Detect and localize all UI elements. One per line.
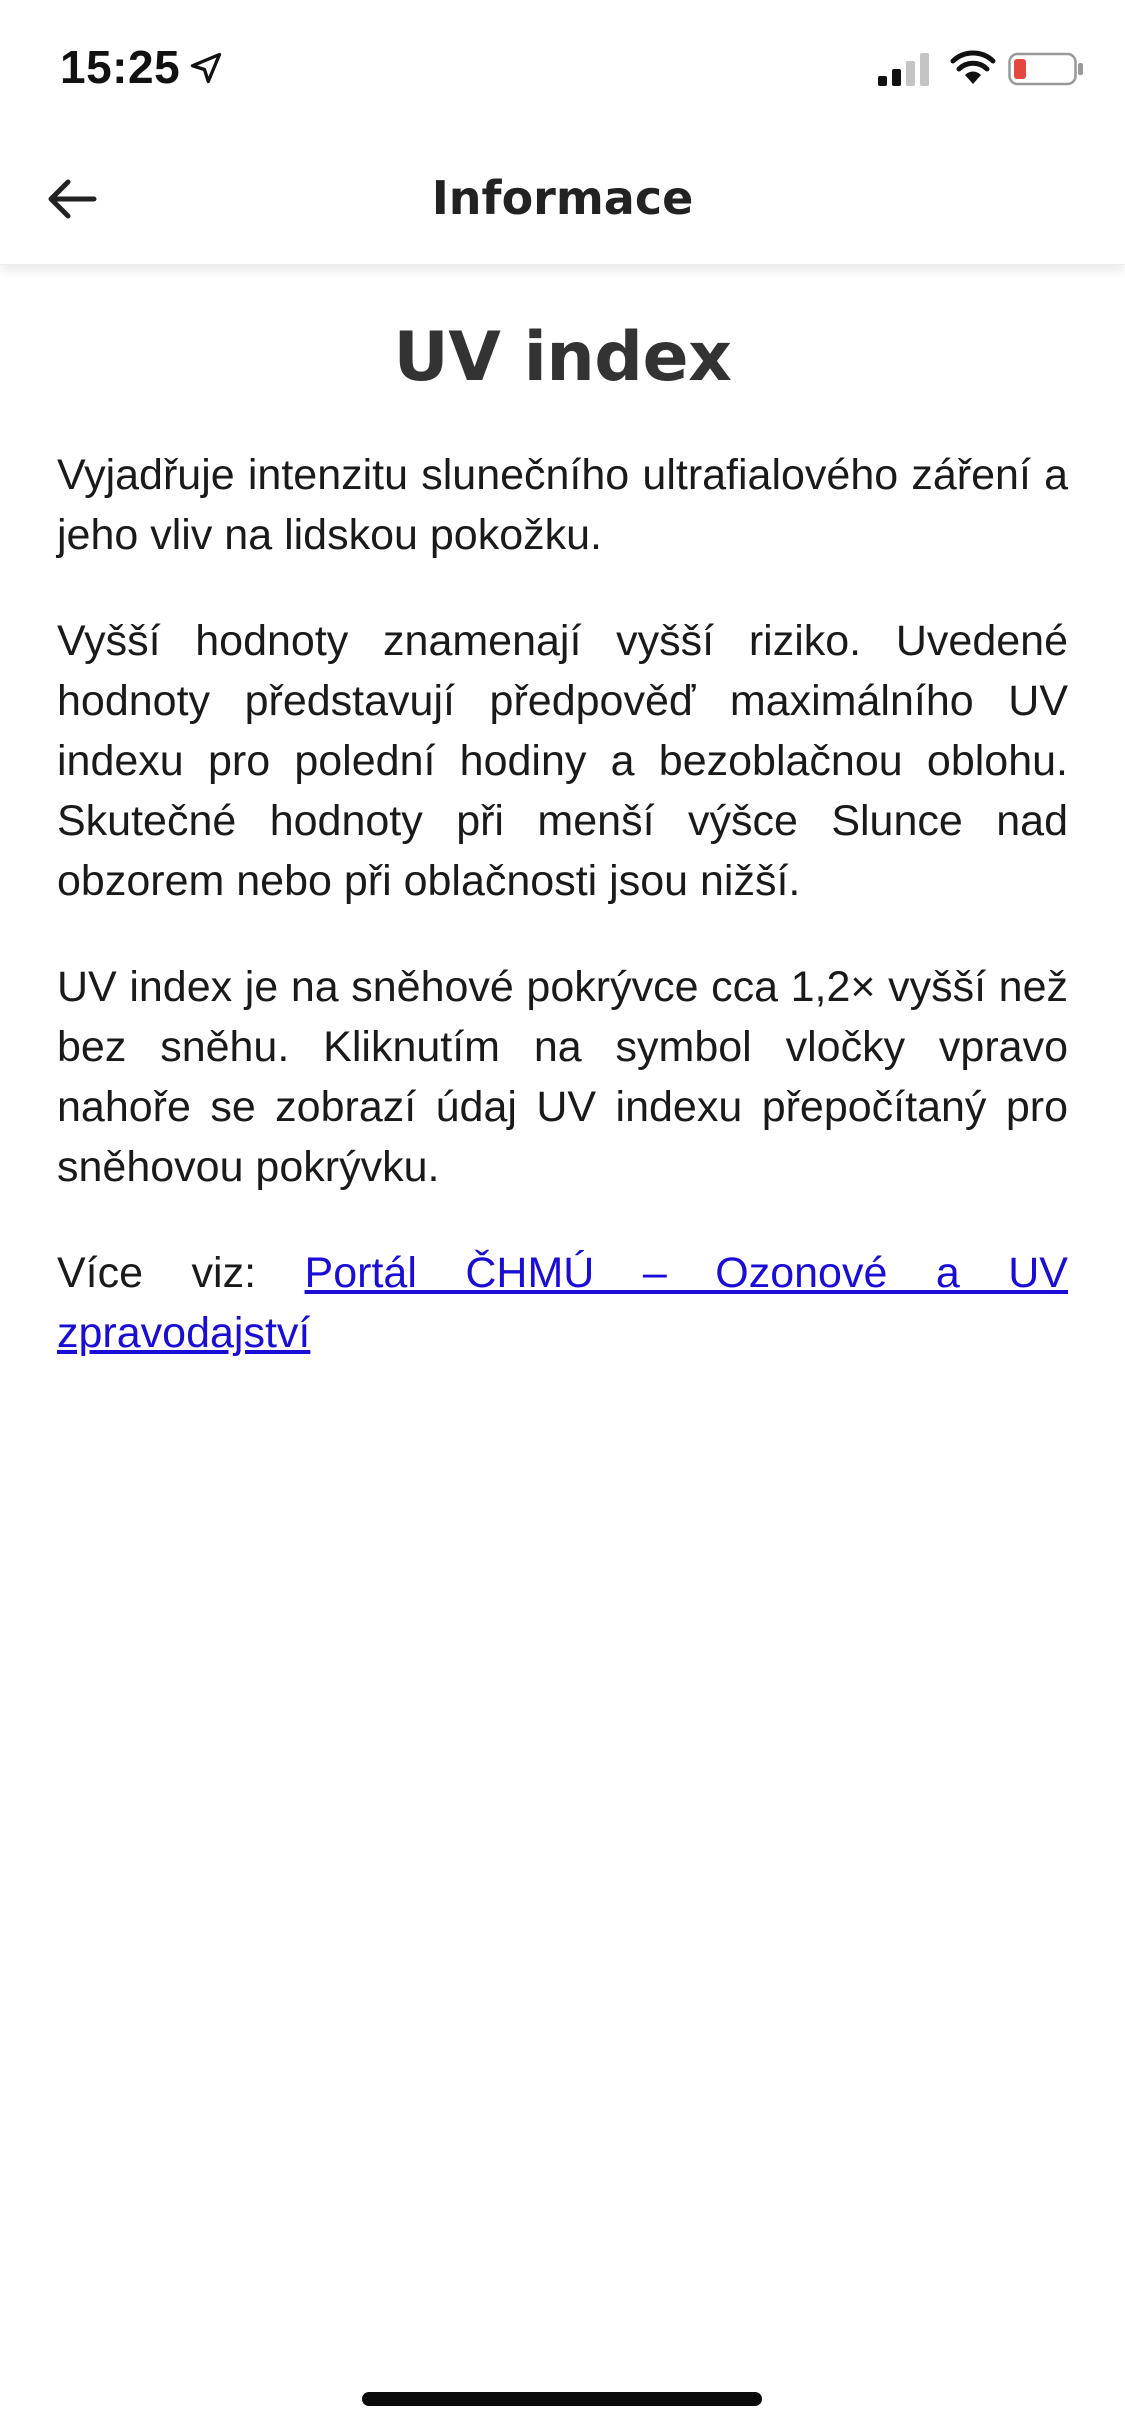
app-header — [0, 132, 1125, 265]
risk-paragraph: Vyšší hodnoty znamenají vyšší riziko. Uvedené hodnoty představují předpověď maximálního UV indexu pro polední hodiny a bezoblačnou oblohu. Skutečné hodnoty při menší výšce Slunce nad obzorem nebo při oblačnosti jsou nižší. — [57, 617, 1068, 905]
back-button[interactable] — [30, 157, 114, 241]
battery-low-icon — [1008, 52, 1084, 86]
cellular-signal-icon — [878, 52, 932, 86]
snow-paragraph: UV index je na sněhové pokrývce cca 1,2× vyšší než bez sněhu. Kliknutím na symbol vločky vpravo nahoře se zobrazí údaj UV indexu přepočítaný pro sněhovou pokrývku. — [57, 963, 1068, 1191]
home-indicator[interactable] — [362, 2392, 762, 2406]
arrow-left-icon — [46, 177, 98, 221]
description-paragraph: Vyjadřuje intenzitu slunečního ultrafialového záření a jeho vliv na lidskou pokožku. — [57, 451, 1068, 559]
more-info-prefix: Více viz: — [57, 1249, 257, 1297]
location-arrow-icon — [188, 50, 224, 86]
header-title: Informace — [431, 171, 694, 225]
wifi-icon — [950, 50, 996, 86]
status-bar — [0, 0, 1125, 132]
info-content — [57, 300, 1068, 1409]
chmu-portal-link[interactable]: Portál ČHMÚ – Ozonové a UV zpravodajství — [57, 1249, 1068, 1357]
status-time: 15:25 — [60, 41, 181, 93]
page-title: UV index — [393, 318, 732, 397]
more-info-paragraph — [57, 1243, 1068, 1363]
